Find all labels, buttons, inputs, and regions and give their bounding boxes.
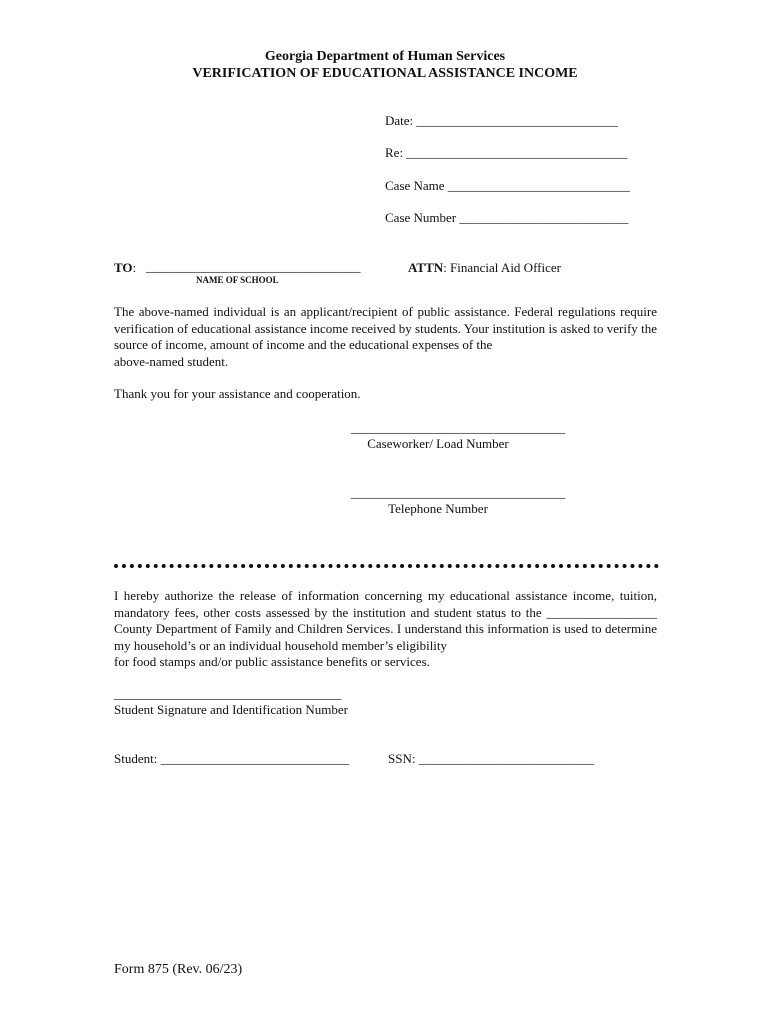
date-field[interactable]: Date: _______________________________ (385, 113, 618, 128)
authorization-paragraph: I hereby authorize the release of information concerning my educational assistance income, tuition, mandatory fees, other costs assessed by the institution and student status to the _________________ County Department of Family and Children Services. I understand this information is used to determine my household’s or an individual household member’s eligibility for food stamps and/or public assistance benefits or services. (114, 588, 657, 669)
case-number-field[interactable]: Case Number __________________________ (385, 210, 629, 225)
form-number: Form 875 (Rev. 06/23) (114, 962, 243, 977)
student-signature-caption: Student Signature and Identification Number (114, 702, 348, 717)
intro-paragraph: The above-named individual is an applicant/recipient of public assistance. Federal regulations require verification of educational assistance income received by students. Your institution is asked to verify the source of income, amount of income and the educational expenses of the above-named student. (114, 304, 657, 369)
telephone-line[interactable]: _________________________________ (350, 485, 566, 500)
ssn-field[interactable]: SSN: ___________________________ (388, 751, 595, 766)
attn-value: : Financial Aid Officer (443, 260, 561, 275)
attn-line (408, 260, 561, 276)
caseworker-caption: Caseworker/ Load Number (367, 436, 509, 451)
caseworker-signature-line[interactable]: _________________________________ (350, 420, 566, 435)
school-name-caption: NAME OF SCHOOL (196, 275, 279, 285)
case-name-field[interactable]: Case Name ____________________________ (385, 178, 630, 193)
student-signature-line[interactable]: ___________________________________ (114, 686, 342, 701)
dotted-divider (114, 564, 659, 568)
re-field[interactable]: Re: __________________________________ (385, 145, 628, 160)
telephone-caption: Telephone Number (388, 501, 488, 516)
student-name-field[interactable]: Student: _____________________________ (114, 751, 350, 766)
thanks-text: Thank you for your assistance and cooperation. (114, 386, 361, 401)
form-title: VERIFICATION OF EDUCATIONAL ASSISTANCE INCOME (192, 66, 578, 81)
to-label: TO: (114, 260, 137, 275)
school-name-field[interactable]: _________________________________ (146, 259, 361, 274)
document-header (0, 48, 770, 82)
department-name: Georgia Department of Human Services (264, 49, 506, 64)
attn-label: ATTN (408, 260, 444, 275)
